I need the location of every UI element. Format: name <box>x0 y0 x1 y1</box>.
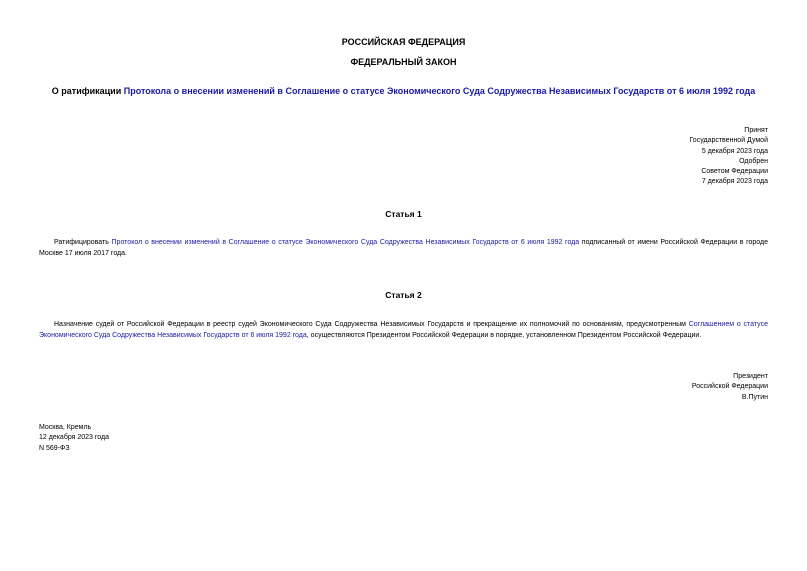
article-2-text <box>39 319 768 341</box>
article-1-title: Статья 1 <box>385 209 422 219</box>
law-title-prefix: О ратификации <box>51 86 124 96</box>
signature-block <box>692 372 768 403</box>
adoption-line-duma-date: 5 декабря 2023 года <box>701 147 768 155</box>
article-1-text-start: Ратифицировать <box>54 239 112 246</box>
footer-place: Москва, Кремль <box>39 424 92 431</box>
law-type-heading: ФЕДЕРАЛЬНЫЙ ЗАКОН <box>350 57 457 67</box>
article-1-text-end: подписанный от имени Российской Федерации в городе Москве 17 июля 2017 года. <box>39 239 768 257</box>
country-heading: РОССИЙСКАЯ ФЕДЕРАЦИЯ <box>341 37 466 47</box>
adoption-line-council-date: 7 декабря 2023 года <box>701 178 768 186</box>
article-2-text-end: , осуществляются Президентом Российской Федерации в порядке, установленном Президентом Российской Федерации. <box>306 332 702 339</box>
signature-name: В.Путин <box>741 393 768 401</box>
adoption-line-council: Советом Федерации <box>701 168 768 176</box>
adoption-line-duma: Государственной Думой <box>689 137 768 145</box>
article-1-protocol-link[interactable]: Протокол о внесении изменений в Соглашение о статусе Экономического Суда Содружества Независимых Государств от 6 июля 1992 года <box>111 239 580 246</box>
signature-country: Российской Федерации <box>691 383 768 391</box>
law-title <box>0 85 807 97</box>
footer-number: N 569-ФЗ <box>39 444 70 452</box>
signature-title: Президент <box>733 373 768 380</box>
footer-date: 12 декабря 2023 года <box>39 434 110 442</box>
article-2-title: Статья 2 <box>385 290 422 300</box>
law-title-link[interactable]: Протокола о внесении изменений в Соглашение о статусе Экономического Суда Содружества Независимых Государств от 6 июля 1992 года <box>123 86 756 96</box>
adoption-line-approved: Одобрен <box>739 157 768 165</box>
article-1-text <box>39 237 768 259</box>
footer-block <box>39 423 109 454</box>
adoption-line-accepted: Принят <box>744 127 768 134</box>
article-2-text-start: Назначение судей от Российской Федерации в реестр судей Экономического Суда Содружества Независимых Государств и прекращение их полномочий по основаниям, предусмотренным <box>54 321 689 328</box>
article-2-agreement-link[interactable]: Соглашением о статусе Экономического Суда Содружества Независимых Государств от 6 июля 1992 года <box>39 321 768 339</box>
adoption-block <box>689 126 768 188</box>
